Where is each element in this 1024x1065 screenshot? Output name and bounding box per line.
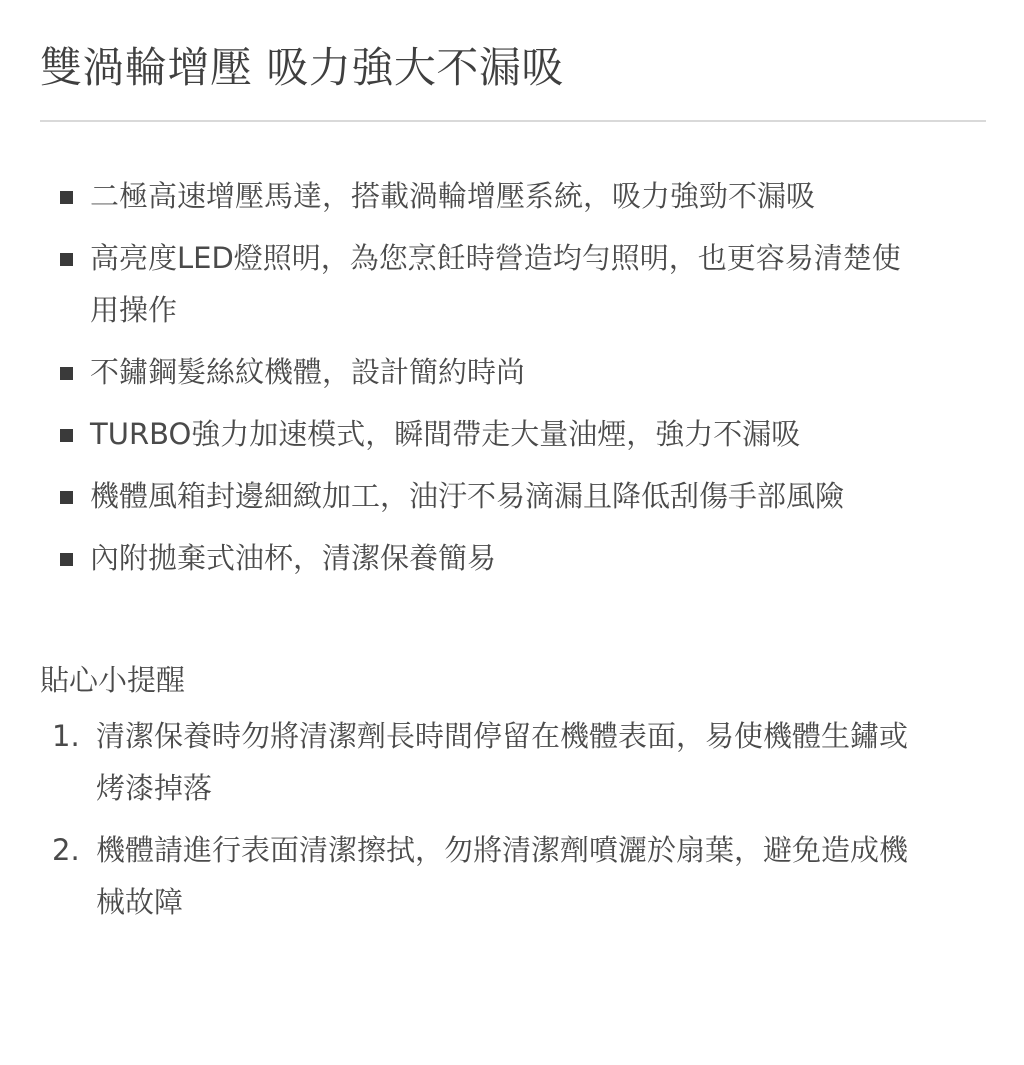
square-bullet-icon (60, 553, 73, 566)
tips-heading: 貼心小提醒 (40, 663, 186, 697)
square-bullet-icon (60, 253, 73, 266)
page-title: 雙渦輪增壓 吸力強大不漏吸 (40, 43, 564, 92)
feature-item-6 (40, 532, 920, 584)
feature-text: 機體風箱封邊細緻加工，油汙不易滴漏且降低刮傷手部風險 (90, 479, 845, 513)
feature-text: 不鏽鋼髮絲紋機體，設計簡約時尚 (90, 355, 526, 389)
square-bullet-icon (60, 429, 73, 442)
feature-item-2 (40, 232, 920, 336)
square-bullet-icon (60, 191, 73, 204)
feature-text: 高亮度LED燈照明，為您烹飪時營造均勻照明，也更容易清楚使用操作 (90, 241, 901, 327)
tip-number: 1. (52, 719, 80, 753)
feature-text: 內附拋棄式油杯，清潔保養簡易 (90, 541, 497, 575)
tips-list (40, 710, 920, 928)
feature-text: 二極高速增壓馬達，搭載渦輪增壓系統，吸力強勁不漏吸 (90, 179, 816, 213)
feature-item-1 (40, 170, 920, 222)
square-bullet-icon (60, 491, 73, 504)
title-divider (40, 120, 986, 122)
feature-item-4 (40, 408, 920, 460)
feature-item-3 (40, 346, 920, 398)
tip-number: 2. (52, 833, 80, 867)
square-bullet-icon (60, 367, 73, 380)
tip-item-2 (40, 824, 920, 928)
tip-text: 機體請進行表面清潔擦拭，勿將清潔劑噴灑於扇葉，避免造成機械故障 (96, 833, 909, 919)
feature-list (40, 170, 920, 584)
tip-text: 清潔保養時勿將清潔劑長時間停留在機體表面，易使機體生鏽或烤漆掉落 (96, 719, 909, 805)
feature-text: TURBO強力加速模式，瞬間帶走大量油煙，強力不漏吸 (90, 417, 801, 451)
feature-item-5 (40, 470, 920, 522)
tip-item-1 (40, 710, 920, 814)
